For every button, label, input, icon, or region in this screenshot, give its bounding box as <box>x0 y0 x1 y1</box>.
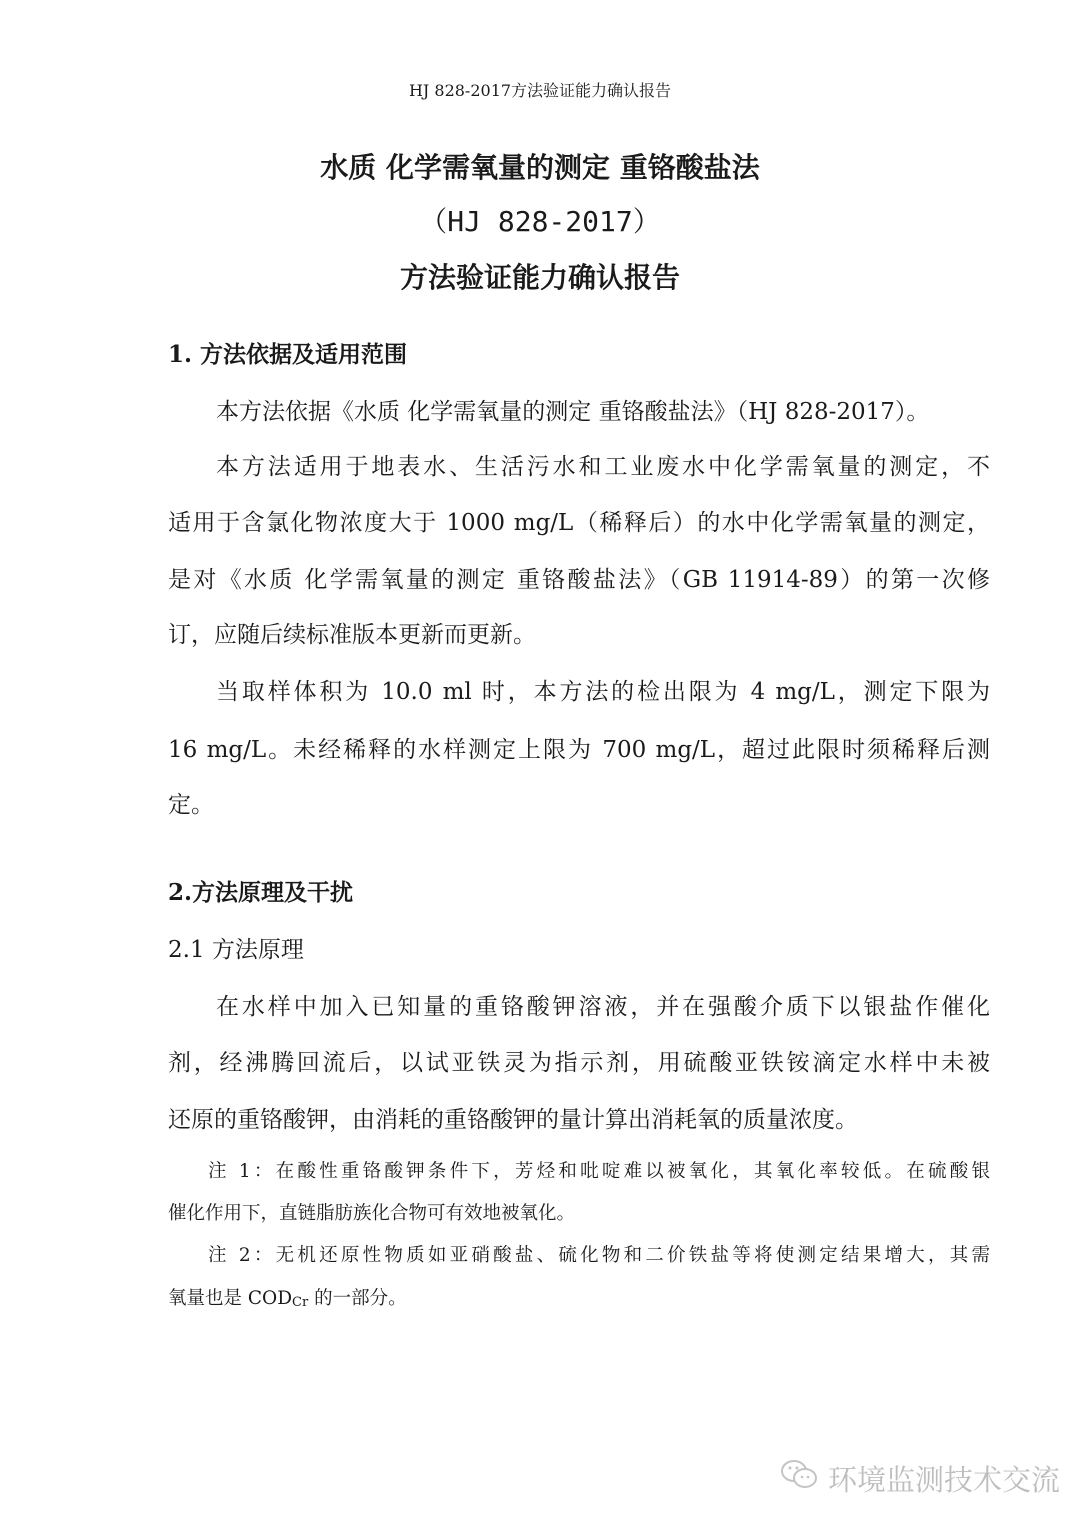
note-line: 注 1：在酸性重铬酸钾条件下，芳烃和吡啶难以被氧化，其氧化率较低。在硫酸银 <box>208 1161 990 1182</box>
watermark-text: 环境监测技术交流 <box>828 1463 1061 1497</box>
note-text: 的一部分。 <box>308 1288 407 1309</box>
wechat-icon <box>780 1458 820 1499</box>
note-line <box>168 1284 990 1318</box>
note-line: 注 2：无机还原性物质如亚硝酸盐、硫化物和二价铁盐等将使测定结果增大，其需 <box>208 1245 990 1266</box>
paragraph-line: 适用于含氯化物浓度大于 1000 mg/L（稀释后）的水中化学需氧量的测定， <box>168 510 990 536</box>
title-line-3: 方法验证能力确认报告 <box>399 261 680 294</box>
title-line-1: 水质 化学需氧量的测定 重铬酸盐法 <box>320 151 760 184</box>
paragraph-line: 定。 <box>168 792 214 818</box>
paragraph-line: 剂，经沸腾回流后，以试亚铁灵为指示剂，用硫酸亚铁铵滴定水样中未被 <box>168 1050 990 1076</box>
section-2-heading: 2.方法原理及干扰 <box>168 879 354 906</box>
running-header: HJ 828-2017方法验证能力确认报告 <box>408 81 672 100</box>
paragraph-line: 本方法依据《水质 化学需氧量的测定 重铬酸盐法》（HJ 828-2017）。 <box>216 399 930 425</box>
note-line: 催化作用下，直链脂肪族化合物可有效地被氧化。 <box>168 1203 576 1224</box>
note-text: 氧量也是 COD <box>168 1288 293 1309</box>
paragraph-line: 当取样体积为 10.0 ml 时，本方法的检出限为 4 mg/L，测定下限为 <box>216 679 990 705</box>
section-1-heading: 1. 方法依据及适用范围 <box>168 341 408 368</box>
paragraph-line: 订，应随后续标准版本更新而更新。 <box>168 622 536 648</box>
paragraph-line: 是对《水质 化学需氧量的测定 重铬酸盐法》（GB 11914-89）的第一次修 <box>168 567 990 593</box>
paragraph-line: 16 mg/L。未经稀释的水样测定上限为 700 mg/L，超过此限时须稀释后测 <box>168 737 990 763</box>
watermark <box>780 1458 1060 1499</box>
title-line-2: （HJ 828-2017） <box>419 205 661 238</box>
subscript-cr: Cr <box>292 1295 309 1310</box>
subsection-2-1-heading: 2.1 方法原理 <box>168 937 304 963</box>
paragraph-line: 本方法适用于地表水、生活污水和工业废水中化学需氧量的测定，不 <box>216 454 990 480</box>
paragraph-line: 在水样中加入已知量的重铬酸钾溶液，并在强酸介质下以银盐作催化 <box>216 994 990 1020</box>
paragraph-line: 还原的重铬酸钾，由消耗的重铬酸钾的量计算出消耗氧的质量浓度。 <box>168 1107 858 1133</box>
